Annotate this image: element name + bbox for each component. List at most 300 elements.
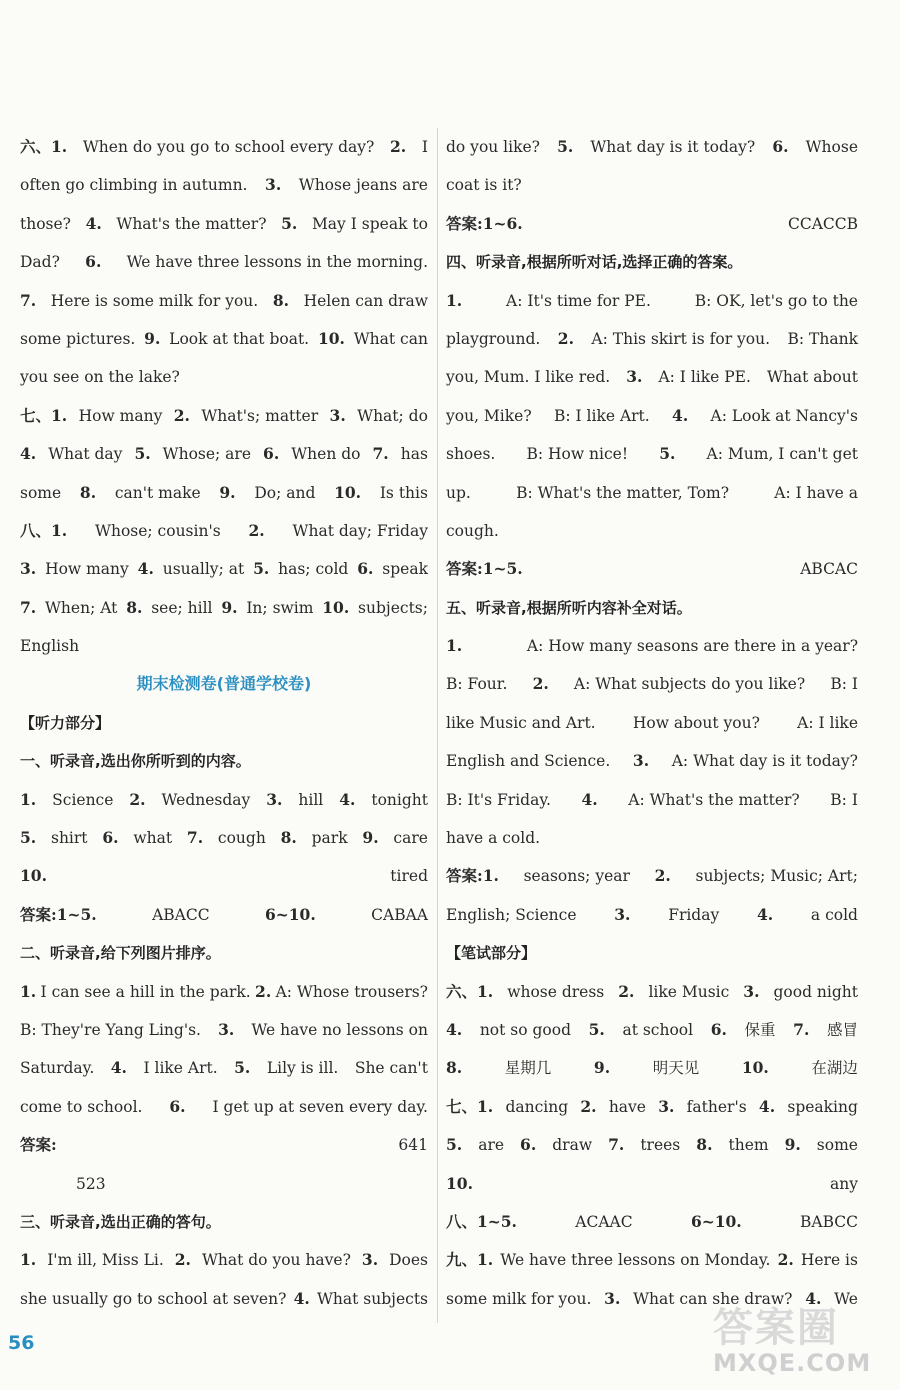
text-segment: 4. bbox=[110, 1058, 127, 1078]
text-segment: subjects; bbox=[358, 598, 428, 617]
text-segment: 八、1. bbox=[20, 520, 68, 540]
text-line bbox=[20, 1203, 428, 1241]
text-line bbox=[446, 627, 858, 665]
text-segment: 9. bbox=[784, 1135, 801, 1155]
text-segment: 5. bbox=[446, 1135, 463, 1155]
text-segment: English bbox=[20, 637, 80, 656]
text-line bbox=[20, 819, 428, 857]
text-segment: 2. bbox=[174, 1250, 191, 1270]
text-segment: usually; at bbox=[162, 560, 245, 579]
text-segment: Whose; are bbox=[162, 445, 252, 464]
text-segment: cough. bbox=[446, 521, 499, 540]
text-segment: 感冒 bbox=[826, 1020, 858, 1039]
text-line bbox=[446, 1011, 858, 1049]
text-segment: When do you go to school every day? bbox=[82, 138, 375, 156]
text-segment: hill bbox=[298, 790, 324, 809]
text-segment: tired bbox=[390, 867, 428, 886]
text-line bbox=[20, 1011, 428, 1049]
text-segment: Here is some milk for you. bbox=[50, 291, 259, 310]
text-line bbox=[20, 397, 428, 435]
text-segment: 4. bbox=[85, 213, 102, 233]
text-line bbox=[446, 205, 858, 243]
text-segment: 10. bbox=[20, 866, 47, 886]
text-segment: 9. bbox=[144, 328, 161, 348]
text-segment: 2. bbox=[390, 137, 407, 156]
text-segment: 5. bbox=[557, 137, 574, 156]
text-segment: come to school. bbox=[20, 1097, 143, 1116]
text-segment: 10. bbox=[741, 1058, 769, 1078]
text-segment: shoes. bbox=[446, 445, 496, 464]
text-segment: 6~10. bbox=[690, 1211, 742, 1231]
text-segment: 3. bbox=[658, 1096, 675, 1116]
text-segment: any bbox=[830, 1174, 858, 1193]
text-line bbox=[20, 1165, 428, 1203]
text-line bbox=[446, 819, 858, 857]
text-segment: speaking bbox=[787, 1097, 858, 1116]
text-segment: some milk for you. bbox=[446, 1289, 592, 1308]
text-line bbox=[20, 704, 428, 742]
text-segment: those? bbox=[20, 214, 71, 233]
text-segment: father's bbox=[686, 1097, 747, 1116]
text-line bbox=[20, 1088, 428, 1126]
text-segment: 3. bbox=[265, 175, 282, 195]
text-segment: 【听力部分】 bbox=[20, 713, 111, 732]
text-segment: When do bbox=[291, 445, 361, 464]
text-segment: A: I like bbox=[797, 713, 858, 732]
text-line bbox=[446, 1203, 858, 1241]
text-segment: 3. bbox=[632, 751, 650, 771]
text-line bbox=[446, 857, 858, 895]
text-segment: good night bbox=[773, 982, 858, 1001]
text-segment: 2. bbox=[580, 1096, 597, 1116]
text-line bbox=[446, 742, 858, 780]
text-segment: Friday bbox=[668, 905, 720, 924]
text-segment: 2. bbox=[129, 789, 146, 809]
text-segment: 答案:1. bbox=[446, 866, 499, 886]
text-segment: 明天见 bbox=[652, 1059, 700, 1078]
text-segment: 3. bbox=[218, 1019, 235, 1039]
text-line bbox=[446, 358, 858, 396]
text-segment: CABAA bbox=[371, 905, 428, 924]
text-segment: 1. bbox=[446, 290, 463, 310]
text-segment: 3. bbox=[361, 1250, 379, 1270]
text-line bbox=[20, 1049, 428, 1087]
text-segment: speak bbox=[382, 560, 428, 579]
text-segment: 4. bbox=[20, 444, 37, 464]
text-segment: B: What's the matter, Tom? bbox=[516, 483, 730, 502]
text-segment: 5. bbox=[588, 1019, 605, 1039]
watermark-url: MXQE.COM bbox=[713, 1349, 872, 1377]
text-segment: B: OK, let's go to the bbox=[694, 291, 858, 310]
text-segment: 5. bbox=[234, 1058, 251, 1078]
text-segment: What do you have? bbox=[201, 1251, 351, 1270]
text-segment: 答案:1~5. bbox=[20, 904, 97, 924]
text-segment: 六、1. bbox=[20, 137, 68, 156]
text-segment: 四、听录音,根据所听对话,选择正确的答案。 bbox=[446, 253, 743, 272]
text-segment: 7. bbox=[793, 1019, 810, 1039]
text-segment: May I speak to bbox=[311, 214, 428, 233]
text-line bbox=[446, 474, 858, 512]
text-segment: How many bbox=[78, 406, 163, 425]
column-divider bbox=[437, 128, 438, 1323]
text-segment: 6. bbox=[85, 252, 102, 272]
text-line bbox=[446, 243, 858, 281]
text-line bbox=[20, 1280, 428, 1318]
text-segment: 6. bbox=[710, 1019, 727, 1039]
text-segment: 保重 bbox=[744, 1020, 776, 1039]
text-line bbox=[20, 781, 428, 819]
text-segment: coat is it? bbox=[446, 176, 522, 195]
text-segment: What subjects bbox=[316, 1289, 428, 1308]
text-line bbox=[20, 665, 428, 703]
text-segment: 5. bbox=[253, 559, 270, 579]
text-line bbox=[20, 589, 428, 627]
text-line bbox=[20, 435, 428, 473]
text-line bbox=[446, 397, 858, 435]
text-segment: 4. bbox=[339, 789, 356, 809]
text-line bbox=[20, 934, 428, 972]
text-segment: dancing bbox=[505, 1097, 569, 1116]
text-segment: 4. bbox=[446, 1019, 463, 1039]
text-segment: We have no lessons on bbox=[251, 1020, 428, 1039]
text-segment: 九、1. bbox=[446, 1250, 494, 1270]
text-segment: ABACC bbox=[152, 905, 210, 924]
text-line bbox=[20, 205, 428, 243]
text-segment: A: Whose trousers? bbox=[275, 982, 428, 1001]
text-segment: 3. bbox=[266, 789, 283, 809]
text-segment: Wednesday bbox=[161, 790, 251, 809]
text-segment: B: I bbox=[830, 675, 858, 694]
text-segment: 10. bbox=[317, 328, 345, 348]
text-segment: 期末检测卷(普通学校卷) bbox=[136, 674, 312, 694]
text-segment: 7. bbox=[20, 290, 37, 310]
text-segment: 5. bbox=[659, 444, 676, 464]
watermark-logo bbox=[713, 1306, 888, 1376]
text-segment: ACAAC bbox=[575, 1212, 633, 1231]
text-line bbox=[20, 1126, 428, 1164]
text-segment: What can she draw? bbox=[633, 1289, 793, 1308]
text-segment: 4. bbox=[805, 1288, 822, 1308]
text-segment: Whose jeans are bbox=[298, 176, 428, 195]
text-segment: In; swim bbox=[246, 598, 314, 617]
text-segment: 2. bbox=[557, 328, 574, 348]
text-segment: B: How nice! bbox=[526, 445, 629, 464]
text-segment: cough bbox=[217, 829, 266, 848]
text-line bbox=[20, 973, 428, 1011]
text-segment: at school bbox=[622, 1020, 694, 1039]
text-segment: 3. bbox=[329, 405, 346, 425]
text-line bbox=[446, 665, 858, 703]
text-segment: A: How many seasons are there in a year? bbox=[526, 637, 858, 656]
right-column bbox=[446, 128, 858, 1318]
text-line bbox=[446, 512, 858, 550]
text-segment: you, Mum. I like red. bbox=[446, 368, 611, 387]
text-segment: 6. bbox=[772, 137, 789, 156]
text-segment: Is this bbox=[379, 483, 428, 502]
text-segment: ABCAC bbox=[800, 560, 858, 579]
text-segment: Lily is ill. bbox=[266, 1059, 339, 1078]
text-segment: She can't bbox=[354, 1059, 428, 1078]
text-segment: 1. bbox=[20, 789, 37, 809]
text-segment: B: Thank bbox=[787, 329, 858, 348]
text-segment: Do; and bbox=[254, 483, 316, 502]
text-segment: 2. bbox=[532, 674, 549, 694]
text-segment: 10. bbox=[334, 482, 362, 502]
text-segment: What day; Friday bbox=[292, 521, 428, 540]
text-segment: 10. bbox=[322, 597, 350, 617]
text-segment: 在湖边 bbox=[811, 1059, 858, 1078]
text-segment: 星期几 bbox=[504, 1059, 552, 1078]
text-segment: What day bbox=[48, 445, 123, 464]
text-segment: Look at that boat. bbox=[169, 329, 310, 348]
text-line bbox=[20, 627, 428, 665]
text-segment: What; do bbox=[357, 406, 428, 425]
text-segment: 2. bbox=[173, 405, 190, 425]
text-segment: 3. bbox=[626, 367, 643, 387]
text-segment: trees bbox=[640, 1136, 681, 1155]
text-line bbox=[446, 128, 858, 166]
text-segment: 8. bbox=[126, 597, 143, 617]
text-segment: you see on the lake? bbox=[20, 368, 180, 387]
text-segment: 八、1~5. bbox=[446, 1211, 517, 1231]
text-segment: I like Art. bbox=[143, 1059, 218, 1078]
text-segment: A: Look at Nancy's bbox=[710, 406, 858, 425]
text-segment: 七、1. bbox=[20, 405, 68, 425]
text-line bbox=[446, 934, 858, 972]
text-line bbox=[20, 474, 428, 512]
text-segment: 答案:1~5. bbox=[446, 559, 523, 579]
text-segment: 7. bbox=[20, 597, 37, 617]
text-segment: We bbox=[834, 1289, 858, 1308]
text-segment: park bbox=[311, 829, 348, 848]
text-line bbox=[20, 358, 428, 396]
text-segment: 三、听录音,选出正确的答句。 bbox=[20, 1212, 221, 1231]
text-segment: you, Mike? bbox=[446, 406, 532, 425]
text-segment: I can see a hill in the park. bbox=[40, 982, 251, 1001]
text-segment: 2. bbox=[777, 1250, 794, 1270]
text-segment: A: This skirt is for you. bbox=[591, 329, 771, 348]
text-segment: what bbox=[133, 829, 173, 848]
text-segment: 七、1. bbox=[446, 1096, 494, 1116]
text-segment: Does bbox=[389, 1251, 428, 1270]
text-segment: 4. bbox=[581, 789, 598, 809]
text-segment: some pictures. bbox=[20, 329, 136, 348]
text-line bbox=[446, 550, 858, 588]
text-segment: 6. bbox=[102, 828, 119, 848]
text-segment: has; cold bbox=[278, 560, 349, 579]
text-segment: 2. bbox=[618, 981, 635, 1001]
text-segment: 五、听录音,根据所听内容补全对话。 bbox=[446, 598, 692, 617]
text-line bbox=[446, 320, 858, 358]
text-segment: A: Mum, I can't get bbox=[706, 445, 858, 464]
text-segment: see; hill bbox=[151, 598, 213, 617]
text-segment: 7. bbox=[608, 1135, 625, 1155]
text-line bbox=[20, 550, 428, 588]
text-segment: 答案: bbox=[20, 1135, 57, 1155]
text-segment: 8. bbox=[446, 1058, 463, 1078]
text-line bbox=[20, 128, 428, 166]
text-segment: BABCC bbox=[800, 1212, 858, 1231]
text-segment: 523 bbox=[76, 1174, 106, 1193]
text-segment: 2. bbox=[654, 866, 671, 886]
text-segment: 4. bbox=[672, 405, 689, 425]
text-segment: 8. bbox=[280, 828, 297, 848]
text-line bbox=[20, 742, 428, 780]
text-segment: B: They're Yang Ling's. bbox=[20, 1020, 201, 1039]
text-segment: What can bbox=[353, 329, 428, 348]
text-segment: some bbox=[20, 483, 62, 502]
text-segment: 6. bbox=[263, 444, 280, 464]
watermark-text: 答案圈 bbox=[713, 1305, 839, 1351]
text-segment: Dad? bbox=[20, 253, 60, 272]
text-segment: Science bbox=[52, 790, 114, 809]
text-line bbox=[20, 896, 428, 934]
text-segment: 3. bbox=[743, 981, 760, 1001]
text-segment: I get up at seven every day. bbox=[212, 1097, 428, 1116]
text-segment: B: I like Art. bbox=[553, 406, 650, 425]
text-segment: We have three lessons in the morning. bbox=[126, 253, 428, 272]
text-line bbox=[20, 282, 428, 320]
text-segment: We have three lessons on Monday. bbox=[500, 1251, 771, 1270]
text-segment: How about you? bbox=[632, 713, 760, 732]
text-segment: 6. bbox=[520, 1135, 537, 1155]
text-segment: A: I like PE. bbox=[658, 368, 751, 387]
text-segment: 2. bbox=[255, 981, 272, 1001]
text-line bbox=[446, 589, 858, 627]
text-segment: 1. bbox=[446, 636, 463, 656]
left-column bbox=[20, 128, 428, 1318]
text-segment: CCACCB bbox=[787, 214, 858, 233]
text-segment: draw bbox=[552, 1136, 593, 1155]
text-segment: What's the matter? bbox=[116, 214, 267, 233]
text-segment: have bbox=[608, 1097, 646, 1116]
text-segment: 10. bbox=[446, 1173, 473, 1193]
text-segment: 一、听录音,选出你所听到的内容。 bbox=[20, 752, 251, 771]
text-segment: 6~10. bbox=[265, 904, 316, 924]
text-segment: 1. bbox=[20, 981, 37, 1001]
text-segment: has bbox=[400, 445, 428, 464]
text-segment: A: I have a bbox=[774, 483, 858, 502]
text-segment: 1. bbox=[20, 1250, 37, 1270]
text-segment: 7. bbox=[186, 828, 204, 848]
text-line bbox=[446, 1049, 858, 1087]
text-segment: shirt bbox=[51, 829, 88, 848]
text-line bbox=[20, 166, 428, 204]
text-segment: 2. bbox=[248, 520, 265, 540]
text-segment: a cold bbox=[810, 905, 858, 924]
text-segment: 5. bbox=[20, 828, 37, 848]
text-line bbox=[20, 1241, 428, 1279]
text-segment: 4. bbox=[758, 1096, 776, 1116]
text-line bbox=[446, 781, 858, 819]
text-segment: 答案:1~6. bbox=[446, 213, 523, 233]
text-segment: Saturday. bbox=[20, 1059, 95, 1078]
text-segment: some bbox=[816, 1136, 858, 1155]
text-segment: 641 bbox=[398, 1136, 428, 1155]
text-segment: Here is bbox=[800, 1251, 858, 1270]
text-segment: B: I bbox=[830, 790, 858, 809]
text-segment: them bbox=[728, 1136, 769, 1155]
text-segment: 7. bbox=[372, 444, 389, 464]
text-segment: B: It's Friday. bbox=[446, 790, 551, 809]
text-segment: A: What day is it today? bbox=[671, 752, 858, 771]
text-line bbox=[20, 512, 428, 550]
text-segment: have a cold. bbox=[446, 829, 541, 848]
text-segment: 【笔试部分】 bbox=[446, 944, 537, 963]
text-line bbox=[446, 704, 858, 742]
text-segment: I'm ill, Miss Li. bbox=[47, 1251, 164, 1270]
text-segment: Whose bbox=[805, 138, 858, 156]
text-segment: 二、听录音,给下列图片排序。 bbox=[20, 944, 221, 963]
text-segment: 6. bbox=[169, 1096, 186, 1116]
text-line bbox=[446, 166, 858, 204]
text-segment: English and Science. bbox=[446, 752, 611, 771]
text-segment: 3. bbox=[614, 904, 631, 924]
text-segment: not so good bbox=[479, 1020, 572, 1039]
text-segment: 4. bbox=[137, 559, 154, 579]
text-segment: whose dress bbox=[507, 982, 605, 1001]
text-segment: like Music and Art. bbox=[446, 713, 596, 732]
text-segment: 六、1. bbox=[446, 981, 494, 1001]
page-number: 56 bbox=[8, 1332, 35, 1354]
text-segment: can't make bbox=[114, 483, 201, 502]
text-line bbox=[20, 243, 428, 281]
text-line bbox=[446, 1241, 858, 1279]
text-segment: What day is it today? bbox=[590, 138, 756, 156]
text-segment: tonight bbox=[371, 790, 428, 809]
text-segment: seasons; year bbox=[523, 867, 630, 886]
text-segment: 9. bbox=[221, 597, 238, 617]
text-segment: do you like? bbox=[446, 138, 540, 156]
text-segment: subjects; Music; Art; bbox=[695, 867, 858, 886]
text-segment: 4. bbox=[756, 904, 774, 924]
text-segment: When; At bbox=[45, 598, 118, 617]
text-line bbox=[446, 973, 858, 1011]
text-line bbox=[446, 1126, 858, 1164]
text-line bbox=[446, 435, 858, 473]
text-segment: 8. bbox=[79, 482, 97, 502]
text-segment: she usually go to school at seven? bbox=[20, 1289, 287, 1308]
text-segment: B: Four. bbox=[446, 675, 508, 694]
text-line bbox=[446, 1165, 858, 1203]
text-segment: care bbox=[393, 829, 428, 848]
text-segment: 9. bbox=[219, 482, 236, 502]
text-segment: 6. bbox=[357, 559, 374, 579]
text-segment: English; Science bbox=[446, 905, 577, 924]
text-segment: 3. bbox=[604, 1288, 621, 1308]
text-segment: A: What's the matter? bbox=[628, 790, 800, 809]
text-segment: A: It's time for PE. bbox=[506, 291, 651, 310]
text-segment: 9. bbox=[362, 828, 379, 848]
text-segment: 4. bbox=[293, 1288, 310, 1308]
text-segment: How many bbox=[45, 560, 129, 579]
text-line bbox=[446, 896, 858, 934]
text-segment: Helen can draw bbox=[303, 291, 428, 310]
text-segment: like Music bbox=[648, 982, 730, 1001]
text-segment: Whose; cousin's bbox=[95, 521, 221, 540]
text-line bbox=[20, 857, 428, 895]
text-segment: 8. bbox=[272, 290, 289, 310]
text-segment: 8. bbox=[696, 1135, 713, 1155]
text-segment: are bbox=[478, 1136, 505, 1155]
text-segment: 5. bbox=[281, 213, 298, 233]
text-segment: up. bbox=[446, 483, 471, 502]
text-line bbox=[446, 282, 858, 320]
text-segment: What's; matter bbox=[201, 406, 319, 425]
text-line bbox=[446, 1088, 858, 1126]
text-segment: A: What subjects do you like? bbox=[573, 675, 806, 694]
text-segment: 5. bbox=[134, 444, 151, 464]
